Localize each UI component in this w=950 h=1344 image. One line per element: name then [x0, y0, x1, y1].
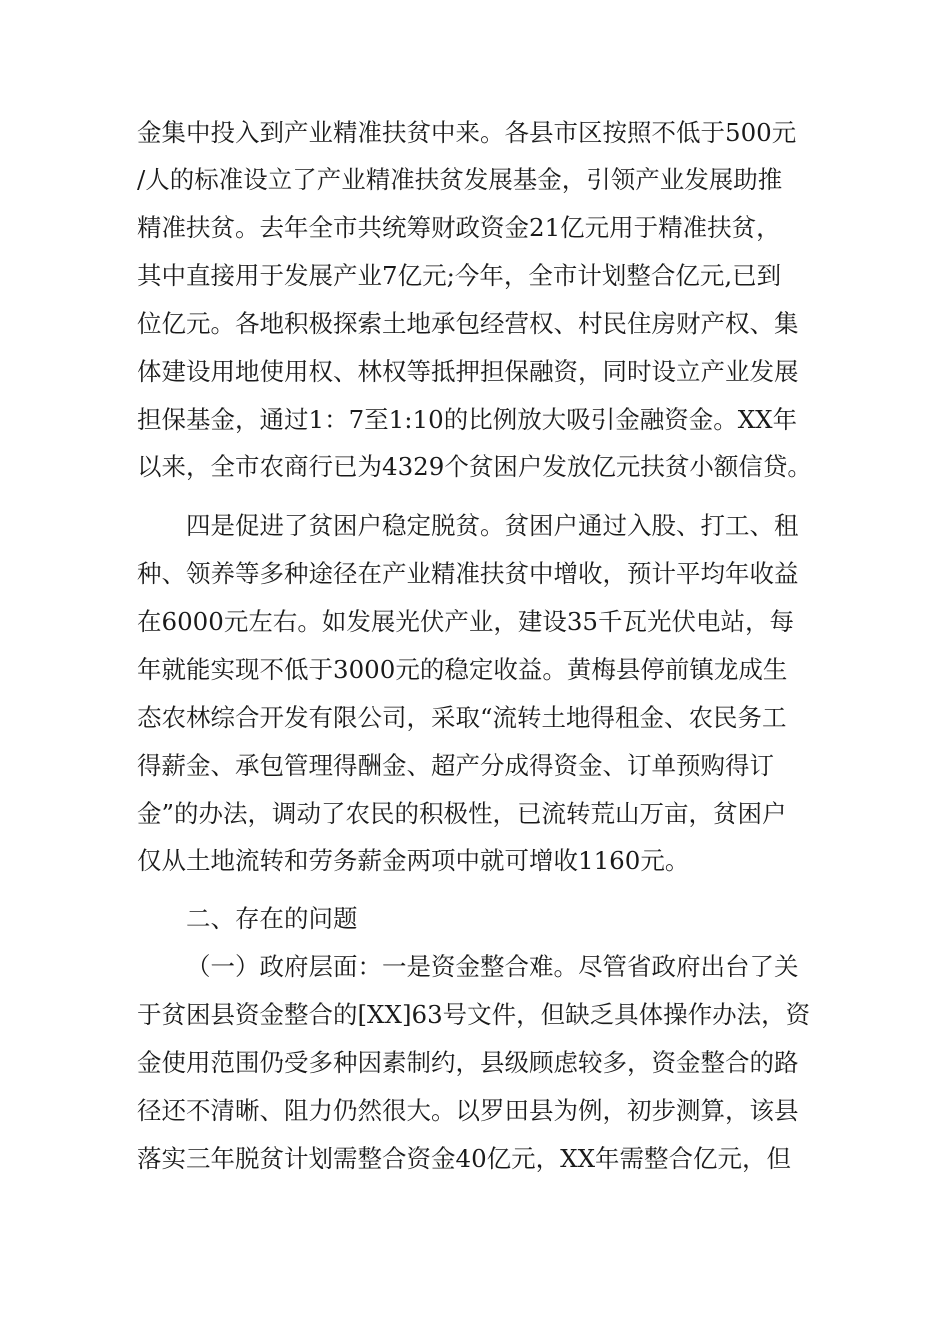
text-line: 得薪金、承包管理得酬金、超产分成得资金、订单预购得订	[137, 751, 774, 780]
text-line: 金使用范围仍受多种因素制约，县级顾虑较多，资金整合的路	[137, 1048, 799, 1077]
text-line: 态农林综合开发有限公司，采取“流转土地得租金、农民务工	[137, 703, 787, 732]
text-line: 种、领养等多种途径在产业精准扶贫中增收，预计平均年收益	[137, 559, 799, 588]
text-line: 年就能实现不低于3000元的稳定收益。黄梅县停前镇龙成生	[137, 655, 788, 684]
text-line: 金集中投入到产业精准扶贫中来。各县市区按照不低于500元	[137, 118, 797, 147]
section-heading: 二、存在的问题	[186, 904, 358, 933]
text-line: 仅从土地流转和劳务薪金两项中就可增收1160元。	[137, 846, 690, 875]
text-line: 金”的办法，调动了农民的积极性，已流转荒山万亩，贫困户	[137, 799, 787, 828]
text-line: 以来，全市农商行已为4329个贫困户发放亿元扶贫小额信贷。	[137, 452, 812, 481]
text-line: 在6000元左右。如发展光伏产业，建设35千瓦光伏电站，每	[137, 607, 795, 636]
text-line: 位亿元。各地积极探索土地承包经营权、村民住房财产权、集	[137, 309, 799, 338]
text-line: /人的标准设立了产业精准扶贫发展基金，引领产业发展助推	[137, 165, 783, 194]
text-line: 精准扶贫。去年全市共统筹财政资金21亿元用于精准扶贫，	[137, 213, 781, 242]
text-line: 径还不清晰、阻力仍然很大。以罗田县为例，初步测算，该县	[137, 1096, 799, 1125]
text-line: 落实三年脱贫计划需整合资金40亿元，XX年需整合亿元，但	[137, 1144, 792, 1173]
paragraph-first-line: 四是促进了贫困户稳定脱贫。贫困户通过入股、打工、租	[186, 511, 799, 540]
paragraph-first-line: （一）政府层面：一是资金整合难。尽管省政府出台了关	[186, 952, 799, 981]
text-line: 体建设用地使用权、林权等抵押担保融资，同时设立产业发展	[137, 357, 799, 386]
text-line: 其中直接用于发展产业7亿元;今年，全市计划整合亿元,已到	[137, 261, 782, 290]
text-line: 担保基金，通过1：7至1:10的比例放大吸引金融资金。XX年	[137, 405, 798, 434]
text-line: 于贫困县资金整合的[XX]63号文件，但缺乏具体操作办法，资	[137, 1000, 811, 1029]
